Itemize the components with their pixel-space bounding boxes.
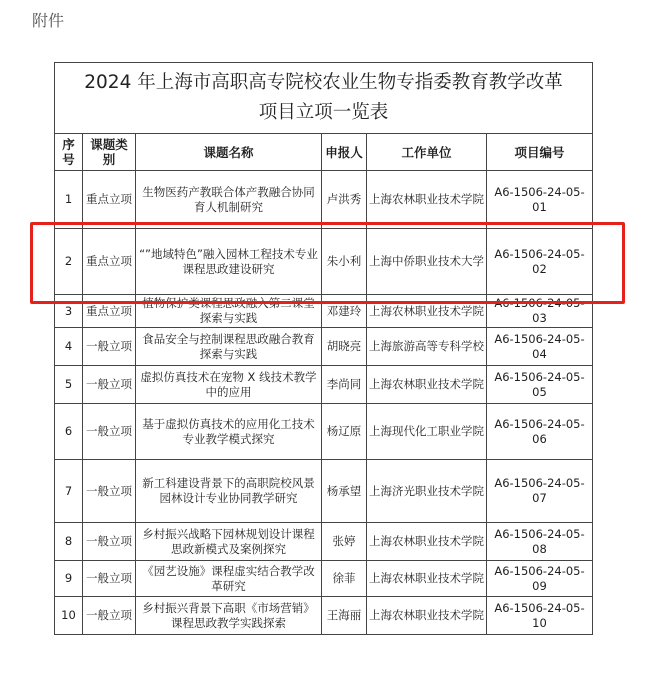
cell-type: 一般立项 xyxy=(83,561,136,597)
cell-no: 9 xyxy=(55,561,83,597)
cell-type: 一般立项 xyxy=(83,597,136,635)
cell-name: 食品安全与控制课程思政融合教育探索与实践 xyxy=(136,328,322,366)
cell-org: 上海中侨职业技术大学 xyxy=(367,229,487,295)
cell-type: 一般立项 xyxy=(83,328,136,366)
cell-code: A6-1506-24-05-10 xyxy=(487,597,593,635)
cell-code: A6-1506-24-05-01 xyxy=(487,171,593,229)
cell-applicant: 杨承望 xyxy=(322,460,367,523)
cell-applicant: 张婷 xyxy=(322,523,367,561)
cell-applicant: 王海丽 xyxy=(322,597,367,635)
cell-code: A6-1506-24-05-05 xyxy=(487,366,593,404)
cell-applicant: 邓建玲 xyxy=(322,295,367,328)
column-header-no: 序号 xyxy=(55,134,83,171)
cell-applicant: 徐菲 xyxy=(322,561,367,597)
highlight-box xyxy=(30,222,625,304)
column-header-org: 工作单位 xyxy=(367,134,487,171)
column-header-row xyxy=(55,134,593,171)
column-header-name: 课题名称 xyxy=(136,134,322,171)
cell-org: 上海济光职业技术学院 xyxy=(367,460,487,523)
cell-code: A6-1506-24-05-06 xyxy=(487,404,593,460)
cell-org: 上海农林职业技术学院 xyxy=(367,366,487,404)
column-header-applicant: 申报人 xyxy=(322,134,367,171)
cell-no: 1 xyxy=(55,171,83,229)
cell-org: 上海农林职业技术学院 xyxy=(367,295,487,328)
cell-code: A6-1506-24-05-09 xyxy=(487,561,593,597)
cell-no: 7 xyxy=(55,460,83,523)
cell-name: 乡村振兴背景下高职《市场营销》课程思政教学实践探索 xyxy=(136,597,322,635)
cell-name: 生物医药产教联合体产教融合协同育人机制研究 xyxy=(136,171,322,229)
cell-name: 植物保护类课程思政融入第二课堂探索与实践 xyxy=(136,295,322,328)
cell-org: 上海农林职业技术学院 xyxy=(367,523,487,561)
cell-code: A6-1506-24-05-03 xyxy=(487,295,593,328)
table-title xyxy=(55,63,593,134)
cell-applicant: 李尚同 xyxy=(322,366,367,404)
cell-code: A6-1506-24-05-07 xyxy=(487,460,593,523)
cell-no: 8 xyxy=(55,523,83,561)
cell-type: 重点立项 xyxy=(83,171,136,229)
cell-org: 上海旅游高等专科学校 xyxy=(367,328,487,366)
table-title-line1: 2024 年上海市高职高专院校农业生物专指委教育教学改革 xyxy=(84,72,563,93)
cell-no: 4 xyxy=(55,328,83,366)
cell-name: 《园艺设施》课程虚实结合教学改革研究 xyxy=(136,561,322,597)
cell-applicant: 卢洪秀 xyxy=(322,171,367,229)
table-row xyxy=(55,561,593,597)
cell-type: 一般立项 xyxy=(83,366,136,404)
table-row xyxy=(55,171,593,229)
cell-org: 上海农林职业技术学院 xyxy=(367,561,487,597)
cell-name: 虚拟仿真技术在宠物 X 线技术教学中的应用 xyxy=(136,366,322,404)
cell-code: A6-1506-24-05-08 xyxy=(487,523,593,561)
cell-type: 重点立项 xyxy=(83,295,136,328)
table-row xyxy=(55,404,593,460)
cell-name: 新工科建设背景下的高职院校风景园林设计专业协同教学研究 xyxy=(136,460,322,523)
cell-org: 上海农林职业技术学院 xyxy=(367,597,487,635)
attachment-label: 附件 xyxy=(32,11,65,30)
cell-org: 上海农林职业技术学院 xyxy=(367,171,487,229)
cell-no: 3 xyxy=(55,295,83,328)
table-title-line2: 项目立项一览表 xyxy=(258,102,389,123)
cell-no: 10 xyxy=(55,597,83,635)
table-row xyxy=(55,366,593,404)
cell-org: 上海现代化工职业学院 xyxy=(367,404,487,460)
cell-no: 5 xyxy=(55,366,83,404)
cell-type: 一般立项 xyxy=(83,404,136,460)
cell-applicant: 朱小利 xyxy=(322,229,367,295)
table-row xyxy=(55,523,593,561)
cell-code: A6-1506-24-05-02 xyxy=(487,229,593,295)
table-row xyxy=(55,597,593,635)
cell-type: 一般立项 xyxy=(83,460,136,523)
cell-code: A6-1506-24-05-04 xyxy=(487,328,593,366)
table-row xyxy=(55,328,593,366)
cell-applicant: 胡晓亮 xyxy=(322,328,367,366)
cell-type: 一般立项 xyxy=(83,523,136,561)
table-row xyxy=(55,460,593,523)
cell-name: 基于虚拟仿真技术的应用化工技术专业教学模式探究 xyxy=(136,404,322,460)
cell-no: 6 xyxy=(55,404,83,460)
column-header-code: 项目编号 xyxy=(487,134,593,171)
project-table xyxy=(54,62,593,635)
column-header-type: 课题类别 xyxy=(83,134,136,171)
cell-name: “”地域特色”融入园林工程技术专业课程思政建设研究 xyxy=(136,229,322,295)
cell-no: 2 xyxy=(55,229,83,295)
cell-applicant: 杨辽原 xyxy=(322,404,367,460)
project-table-sheet xyxy=(54,62,592,635)
cell-type: 重点立项 xyxy=(83,229,136,295)
cell-name: 乡村振兴战略下园林规划设计课程思政新模式及案例探究 xyxy=(136,523,322,561)
